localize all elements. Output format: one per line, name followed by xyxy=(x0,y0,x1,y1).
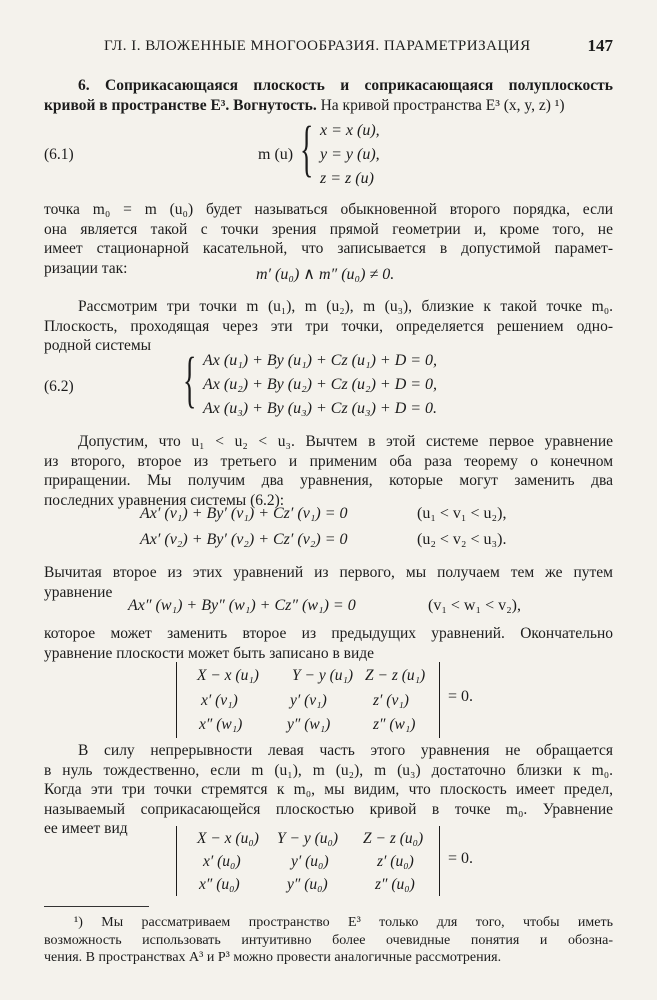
text-line: Плоскость, проходящая через эти три точки, определяется решением одно- xyxy=(44,317,613,335)
paragraph-2 xyxy=(44,297,613,356)
determinant-osculating-plane xyxy=(176,826,440,896)
text-line: из второго, второе из третьего и применим оба раза теорему о конечном xyxy=(44,452,613,470)
section-title-line2: кривой в пространстве E³. Вогнутость. xyxy=(44,96,317,114)
text-line: последних уравнения системы (6.2): xyxy=(44,491,285,509)
determinant-limit-form xyxy=(176,662,440,738)
footnote-line: чения. В пространствах A³ и P³ можно провести аналогичные рассмотрения. xyxy=(44,950,502,965)
det-cell: x″ (w₁) xyxy=(199,716,243,733)
eq-6-2-row: Ax (u₁) + By (u₁) + Cz (u₁) + D = 0, xyxy=(203,352,438,369)
text-line: приращении. Мы получим два уравнения, которые могут заменить два xyxy=(44,472,613,489)
det-cell: y′ (v₁) xyxy=(290,692,327,709)
text-line: имеет стационарной касательной, что записывается в допустимой парамет- xyxy=(44,240,613,257)
det-cell: x′ (v₁) xyxy=(201,692,238,709)
text-line: уравнение xyxy=(44,583,113,601)
text-line: Когда эти три точки стремятся к m₀, мы видим, что плоскость имеет предел, xyxy=(44,781,613,798)
derivative-equation: Ax′ (v₁) + By′ (v₁) + Cz′ (v₁) = 0 xyxy=(140,505,348,522)
footnote-rule xyxy=(44,906,149,907)
paragraph-6 xyxy=(44,741,613,839)
text-line: уравнение плоскости может быть записано в виде xyxy=(44,644,375,662)
det-cell: X − x (u₀) xyxy=(197,830,259,847)
det-cell: x″ (u₀) xyxy=(199,876,240,893)
section-intro: На кривой пространства E³ (x, y, z) ¹) xyxy=(320,96,565,114)
text-line: которое может заменить второе из предыдущих уравнений. Окончательно xyxy=(44,625,613,642)
page-number: 147 xyxy=(587,36,613,55)
footnote xyxy=(44,914,613,967)
running-header: ГЛ. I. ВЛОЖЕННЫЕ МНОГООБРАЗИЯ. ПАРАМЕТРИЗАЦИЯ xyxy=(104,38,531,54)
text-line: называемый соприкасающейся плоскостью кривой в точке m₀. Уравнение xyxy=(44,800,613,818)
derivative-equation: Ax′ (v₂) + By′ (v₂) + Cz′ (v₂) = 0 xyxy=(140,531,348,548)
det-equals-zero: = 0. xyxy=(448,850,474,867)
nondegeneracy-condition: m′ (u₀) ∧ m″ (u₀) ≠ 0. xyxy=(256,266,395,283)
text-line: В силу непрерывности левая часть этого уравнения не обращается xyxy=(78,742,613,759)
det-cell: y″ (w₁) xyxy=(287,716,331,733)
footnote-line: ¹) Мы рассматриваем пространство E³ только для того, чтобы иметь xyxy=(74,915,613,930)
text-line: Допустим, что u₁ < u₂ < u₃. Вычтем в этой системе первое уравнение xyxy=(78,433,613,450)
det-cell: y′ (u₀) xyxy=(291,853,329,870)
derivative-condition: (u₂ < v₂ < u₃). xyxy=(417,531,507,548)
det-cell: Y − y (u₀) xyxy=(277,830,339,847)
text-line: в нуль тождественно, если m (u₁), m (u₂), m (u₃) достаточно близки к m₀. xyxy=(44,761,613,779)
det-cell: Y − y (u₁) xyxy=(292,667,354,684)
text-line: ее имеет вид xyxy=(44,820,128,837)
second-derivative-equation: Ax″ (w₁) + By″ (w₁) + Cz″ (w₁) = 0 xyxy=(128,597,356,614)
eq-6-2-brace: { xyxy=(183,346,197,414)
det-cell: z″ (w₁) xyxy=(373,716,416,733)
text-line: точка m₀ = m (u₀) будет называться обыкновенной второго порядка, если xyxy=(44,201,613,218)
second-derivative-condition: (v₁ < w₁ < v₂), xyxy=(428,597,521,614)
eq-6-1-label: (6.1) xyxy=(44,146,74,163)
det-equals-zero: = 0. xyxy=(448,688,474,705)
det-cell: x′ (u₀) xyxy=(203,853,241,870)
text-line: Рассмотрим три точки m (u₁), m (u₂), m (u₃), близкие к такой точке m₀. xyxy=(78,298,613,315)
eq-6-2-row: Ax (u₃) + By (u₃) + Cz (u₃) + D = 0. xyxy=(203,400,438,417)
derivative-condition: (u₁ < v₁ < u₂), xyxy=(417,505,507,522)
section-title-line1: 6. Соприкасающаяся плоскость и соприкасающаяся полуплоскость xyxy=(78,77,613,94)
text-line: Вычитая второе из этих уравнений из первого, мы получаем тем же путем xyxy=(44,564,613,581)
det-cell: X − x (u₁) xyxy=(197,667,259,684)
det-cell: Z − z (u₁) xyxy=(365,667,426,684)
text-line: ризации так: xyxy=(44,259,128,277)
eq-6-1-brace: { xyxy=(300,115,314,183)
paragraph-5 xyxy=(44,624,613,663)
section-heading xyxy=(44,76,613,115)
eq-6-1-row: y = y (u), xyxy=(320,146,380,163)
det-cell: y″ (u₀) xyxy=(287,876,328,893)
eq-6-1-row: z = z (u) xyxy=(320,170,374,187)
eq-6-1-lhs: m (u) xyxy=(258,146,294,163)
text-line: она является такой с точки зрения прямой геометрии и, кроме того, не xyxy=(44,220,613,238)
eq-6-1-row: x = x (u), xyxy=(320,122,380,139)
det-cell: z″ (u₀) xyxy=(375,876,415,893)
eq-6-2-row: Ax (u₂) + By (u₂) + Cz (u₂) + D = 0, xyxy=(203,376,438,393)
det-cell: Z − z (u₀) xyxy=(363,830,424,847)
eq-6-2-label: (6.2) xyxy=(44,378,74,395)
paragraph-3 xyxy=(44,432,613,510)
det-cell: z′ (v₁) xyxy=(373,692,409,709)
det-cell: z′ (u₀) xyxy=(377,853,414,870)
text-line: родной системы xyxy=(44,337,152,354)
footnote-line: возможность использовать интуитивно более очевидные понятия и обозна- xyxy=(44,932,613,948)
